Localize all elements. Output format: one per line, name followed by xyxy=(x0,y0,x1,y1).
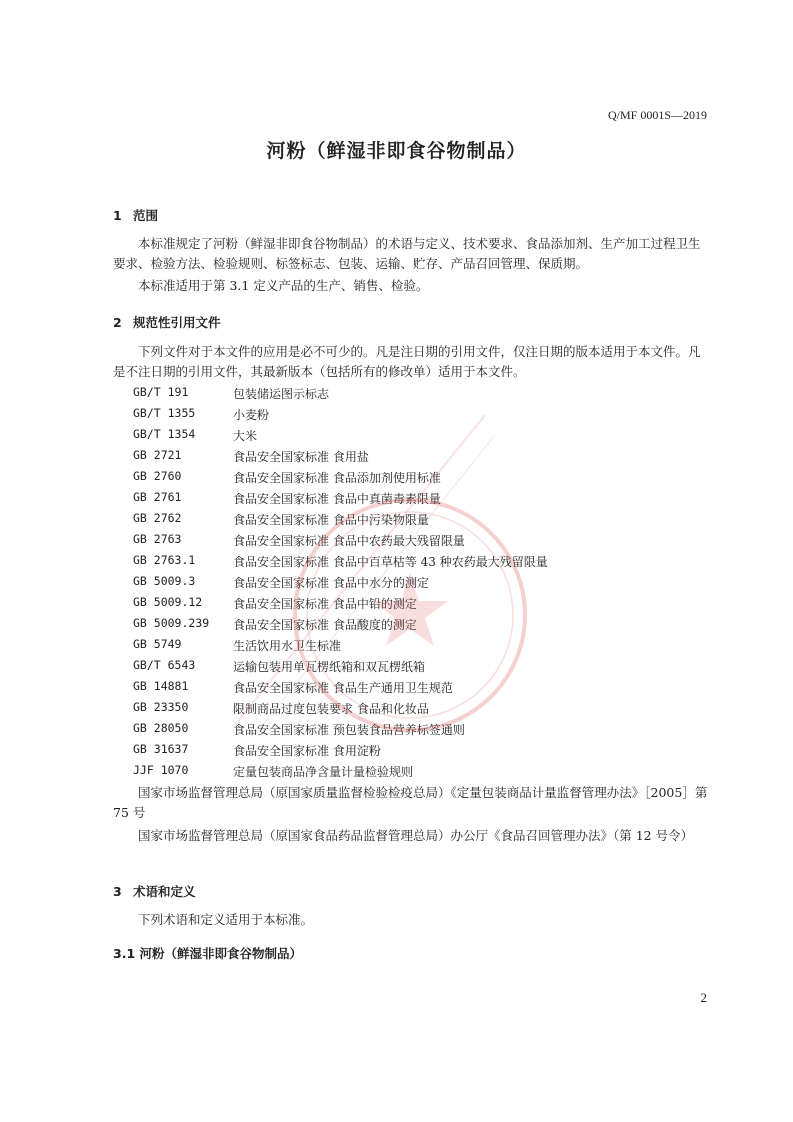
section-1-para-2: 本标准适用于第 3.1 定义产品的生产、销售、检验。 xyxy=(138,278,429,293)
reference-title: 食品安全国家标准 食品中农药最大残留限量 xyxy=(233,534,465,548)
doc-code: Q/MF 0001S—2019 xyxy=(607,108,707,122)
subsection-title: 河粉（鲜湿非即食谷物制品） xyxy=(139,946,303,961)
reference-code: GB 5009.12 xyxy=(133,595,203,609)
reference-code: GB 2721 xyxy=(133,448,182,462)
reference-code: GB 5009.3 xyxy=(133,574,196,588)
reference-title: 定量包装商品净含量计量检验规则 xyxy=(233,765,414,779)
reference-code: GB 2762 xyxy=(133,511,182,525)
reference-title: 食品安全国家标准 食品中水分的测定 xyxy=(233,576,429,590)
reference-title: 大米 xyxy=(233,429,258,443)
section-1-heading xyxy=(113,206,158,224)
section-2-intro: 下列文件对于本文件的应用是必不可少的。凡是注日期的引用文件，仅注日期的版本适用于本文件。凡是不注日期的引用文件，其最新版本（包括所有的修改单）适用于本文件。 xyxy=(113,344,701,379)
reference-title: 包装储运图示标志 xyxy=(233,387,330,401)
section-number: 1 xyxy=(113,208,122,223)
reference-title: 运输包装用单瓦楞纸箱和双瓦楞纸箱 xyxy=(233,660,426,674)
reference-title: 食品安全国家标准 食用淀粉 xyxy=(233,744,381,758)
section-number: 3 xyxy=(113,884,122,899)
reference-title: 食品安全国家标准 预包装食品营养标签通则 xyxy=(233,723,465,737)
section-3-heading xyxy=(113,882,196,900)
section-3-1-heading xyxy=(113,944,302,962)
section-2-note-2: 国家市场监督管理总局（原国家食品药品监督管理总局）办公厅《食品召回管理办法》（第 12 号令） xyxy=(138,828,694,843)
reference-code: GB/T 191 xyxy=(133,385,189,399)
section-title: 术语和定义 xyxy=(133,884,196,899)
reference-title: 食品安全国家标准 食品中百草枯等 43 种农药最大残留限量 xyxy=(233,555,548,569)
subsection-number: 3.1 xyxy=(113,946,136,961)
reference-code: GB 2763.1 xyxy=(133,553,196,567)
reference-code: GB 2761 xyxy=(133,490,182,504)
reference-code: GB 2760 xyxy=(133,469,182,483)
section-title: 规范性引用文件 xyxy=(133,315,221,330)
page-number: 2 xyxy=(700,990,707,1005)
reference-title: 生活饮用水卫生标准 xyxy=(233,639,342,653)
reference-code: GB 23350 xyxy=(133,700,189,714)
reference-title: 食品安全国家标准 食品中铅的测定 xyxy=(233,597,417,611)
reference-code: GB/T 6543 xyxy=(133,658,196,672)
reference-code: GB 31637 xyxy=(133,742,189,756)
reference-title: 食品安全国家标准 食品酸度的测定 xyxy=(233,618,417,632)
document-title: 河粉（鲜湿非即食谷物制品） xyxy=(266,140,527,162)
reference-code: JJF 1070 xyxy=(133,763,189,777)
reference-code: GB 2763 xyxy=(133,532,182,546)
reference-title: 小麦粉 xyxy=(233,408,270,422)
section-title: 范围 xyxy=(133,208,159,223)
reference-code: GB 5749 xyxy=(133,637,182,651)
reference-title: 食品安全国家标准 食品添加剂使用标准 xyxy=(233,471,441,485)
reference-code: GB/T 1355 xyxy=(133,406,196,420)
section-2-note-1: 国家市场监督管理总局（原国家质量监督检验检疫总局）《定量包装商品计量监督管理办法》［2005］第 75 号 xyxy=(113,785,708,820)
reference-title: 食品安全国家标准 食品生产通用卫生规范 xyxy=(233,681,453,695)
reference-code: GB 14881 xyxy=(133,679,189,693)
section-3-para-1: 下列术语和定义适用于本标准。 xyxy=(138,912,314,927)
reference-code: GB/T 1354 xyxy=(133,427,196,441)
section-1-para-1: 本标准规定了河粉（鲜湿非即食谷物制品）的术语与定义、技术要求、食品添加剂、生产加工过程卫生要求、检验方法、检验规则、标签标志、包装、运输、贮存、产品召回管理、保质期。 xyxy=(113,236,701,271)
section-2-heading xyxy=(113,313,221,331)
reference-title: 食品安全国家标准 食品中污染物限量 xyxy=(233,513,429,527)
reference-code: GB 28050 xyxy=(133,721,189,735)
seal-stamp-icon xyxy=(195,405,535,745)
reference-code: GB 5009.239 xyxy=(133,616,210,630)
reference-title: 限制商品过度包装要求 食品和化妆品 xyxy=(233,702,429,716)
section-number: 2 xyxy=(113,315,122,330)
reference-title: 食品安全国家标准 食品中真菌毒素限量 xyxy=(233,492,441,506)
reference-title: 食品安全国家标准 食用盐 xyxy=(233,450,369,464)
